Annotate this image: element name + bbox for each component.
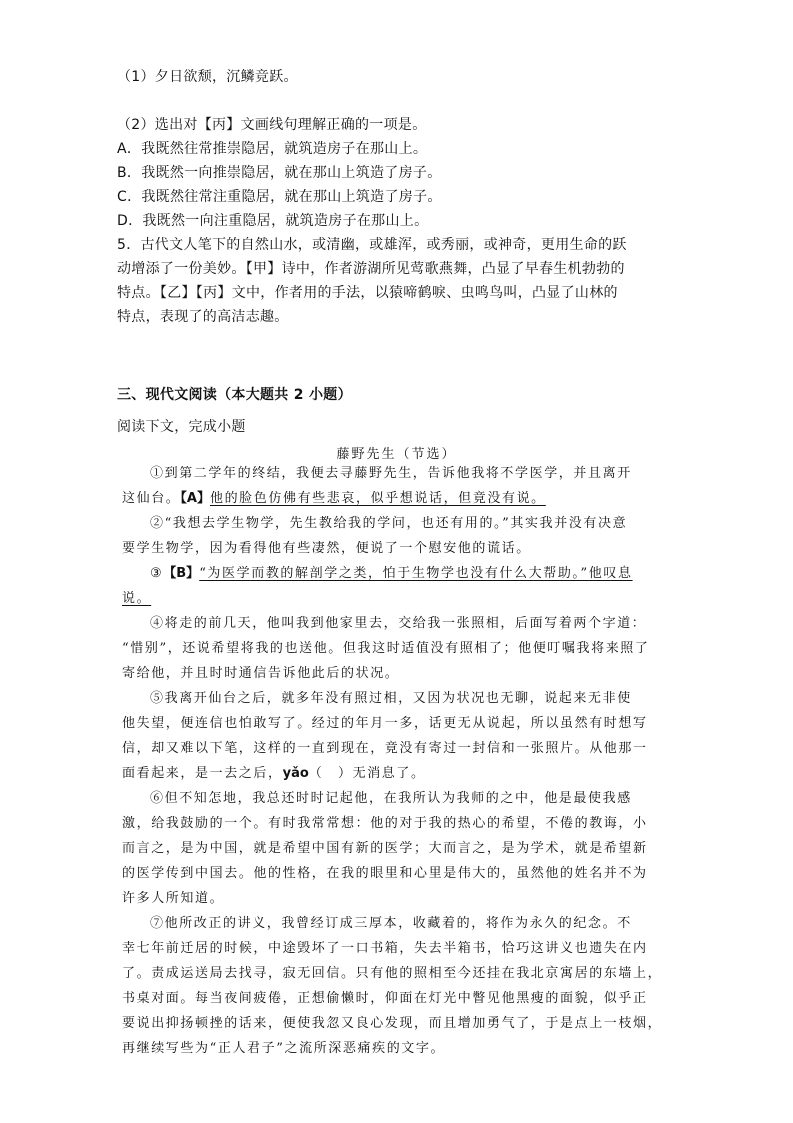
- question-2: （2）选出对【丙】文画线句理解正确的一项是。: [117, 117, 427, 133]
- passage-line: 激，给我鼓励的一个。有时我常常想：他的对于我的热心的希望，不倦的教诲，小: [122, 816, 648, 831]
- paragraph-number: ③: [150, 566, 164, 581]
- passage-line: ⑤我离开仙台之后，就多年没有照过相，又因为状况也无聊，说起来无非使: [150, 691, 632, 706]
- passage-line: 书桌对面。每当夜间疲倦，正想偷懒时，仰面在灯光中瞥见他黑瘦的面貌，似乎正: [122, 991, 648, 1006]
- option-a: A．我既然往常推崇隐居，就筑造房子在那山上。: [117, 141, 428, 157]
- passage-line: 许多人所知道。: [122, 891, 225, 906]
- question-item-1: （1）夕日欲颓，沉鳞竞跃。: [117, 69, 298, 85]
- passage-line: 了。责成运送局去找寻，寂无回信。只有他的照相至今还挂在我北京寓居的东墙上，: [122, 966, 663, 981]
- option-d: D．我既然一向注重隐居，就筑造房子在那山上。: [117, 213, 429, 229]
- passage-line: ⑥但不知怎地，我总还时时记起他，在我所认为我师的之中，他是最使我感: [150, 791, 632, 806]
- passage-line: “惜别”，还说希望将我的也送他。但我这时适值没有照相了；他便叮嘱我将来照了: [122, 641, 650, 656]
- passage-line: ④将走的前几天，他叫我到他家里去，交给我一张照相，后面写着两个字道：: [150, 616, 647, 631]
- underlined-sentence-a: 他的脸色仿佛有些悲哀，似乎想说话，但竟没有说。: [209, 491, 546, 506]
- question-5-line: 动增添了一份美妙。【甲】诗中，作者游湖所见莺歌燕舞，凸显了早春生机勃勃的: [117, 261, 625, 277]
- passage-line: [122, 589, 151, 609]
- passage-line: 寄给他，并且时时通信告诉他此后的状况。: [122, 666, 400, 681]
- question-5-line: 5．古代文人笔下的自然山水，或清幽，或雄浑，或秀丽，或神奇，更用生命的跃: [117, 237, 627, 253]
- passage-text: （ ）无消息了。: [308, 766, 426, 781]
- underlined-sentence-b: “为医学而教的解剖学之类，怕于生物学也没有什么大帮助。”他叹息: [199, 566, 633, 581]
- passage-line: 信，却又难以下笔，这样的一直到现在，竟没有寄过一封信和一张照片。从他那一: [122, 741, 648, 756]
- marker-b: 【B】: [163, 566, 200, 581]
- passage-line: 要学生物学，因为看得他有些凄然，便说了一个慰安他的谎话。: [122, 541, 531, 556]
- passage-line: 要说出抑扬顿挫的话来，便使我忽又良心发现，而且增加勇气了，于是点上一枝烟，: [122, 1016, 663, 1031]
- option-c: C．我既然往常注重隐居，就在那山上筑造了房子。: [117, 189, 442, 205]
- passage-title: 藤野先生（节选）: [336, 447, 457, 462]
- passage-text: 面看起来，是一去之后，: [122, 766, 283, 781]
- passage-line: 的医学传到中国去。他的性格，在我的眼里和心里是伟大的，虽然他的姓名并不为: [122, 866, 648, 881]
- underlined-sentence-b: 说。: [122, 591, 152, 606]
- marker-a: 【A】: [180, 491, 210, 506]
- passage-line: [122, 764, 426, 784]
- passage-line: 他失望，便连信也怕敢写了。经过的年月一多，话更无从说起，所以虽然有时想写: [122, 716, 648, 731]
- option-b: B．我既然一向推崇隐居，就在那山上筑造了房子。: [117, 165, 442, 181]
- section-heading: 三、现代文阅读（本大题共 2 小题）: [117, 387, 352, 403]
- passage-text: 这仙台。: [122, 491, 181, 506]
- passage-line: ⑦他所改正的讲义，我曾经订成三厚本，收藏着的，将作为永久的纪念。不: [150, 916, 632, 931]
- passage-line: 幸七年前迁居的时候，中途毁坏了一口书箱，失去半箱书，恰巧这讲义也遗失在内: [122, 941, 648, 956]
- section-instruction: 阅读下文，完成小题: [117, 419, 246, 435]
- passage-line: 再继续写些为“正人君子”之流所深恶痛疾的文字。: [122, 1041, 446, 1056]
- passage-line: ②“我想去学生物学，先生教给我的学问，也还有用的。”其实我并没有决意: [150, 516, 628, 531]
- passage-line: [150, 564, 633, 584]
- question-5-line: 特点，表现了的高洁志趣。: [117, 309, 289, 325]
- passage-line: [122, 489, 546, 509]
- passage-line: 而言之，是为中国，就是希望中国有新的医学；大而言之，是为学术，就是希望新: [122, 841, 648, 856]
- question-5-line: 特点。【乙】【丙】文中，作者用的手法，以猿啼鹤唳、虫鸣鸟叫，凸显了山林的: [117, 285, 618, 301]
- pinyin-blank: yǎo: [282, 766, 309, 781]
- passage-line: ①到第二学年的终结，我便去寻藤野先生，告诉他我将不学医学，并且离开: [150, 466, 632, 481]
